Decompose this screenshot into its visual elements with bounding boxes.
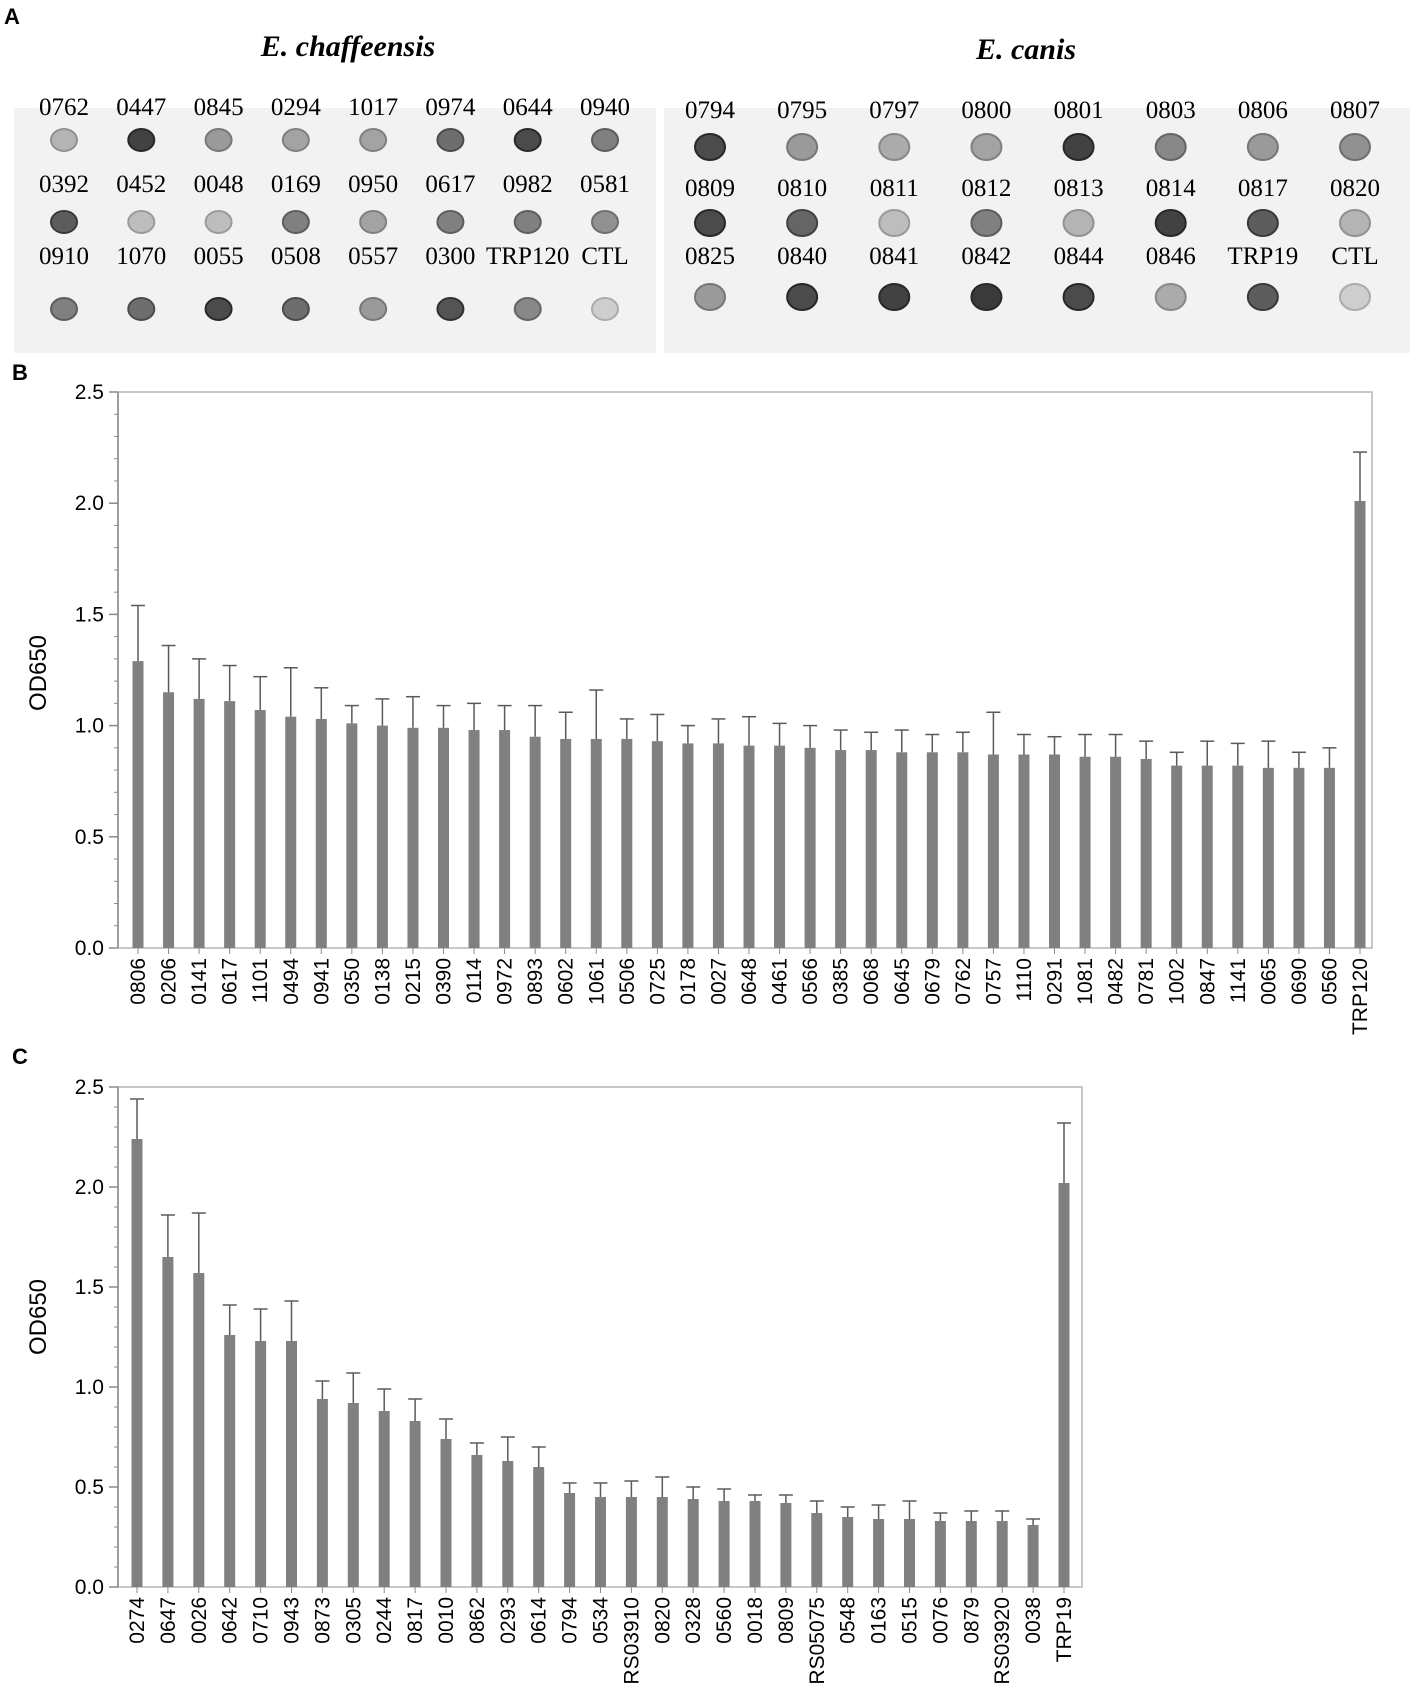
blot-label: 0846 [1145, 243, 1196, 270]
x-tick-label: 0065 [1257, 958, 1281, 1005]
x-tick-label: 1061 [585, 958, 609, 1005]
blot-label: 0508 [270, 243, 321, 270]
blot-dot [437, 211, 463, 233]
blot-dot [695, 134, 725, 160]
species-title-canis: E. canis [975, 33, 1077, 66]
bar [224, 1335, 235, 1587]
bar [1110, 757, 1121, 948]
blot-dot [1248, 210, 1278, 236]
bar [407, 728, 418, 948]
bar [346, 723, 357, 948]
blot-label: 0842 [961, 243, 1012, 270]
x-tick-label: 0141 [188, 958, 212, 1005]
bar [193, 1273, 204, 1587]
x-tick-label: 0560 [1318, 958, 1342, 1005]
blot-label: 0581 [580, 171, 630, 198]
blot-dot [360, 129, 386, 151]
x-tick-label: 0893 [524, 958, 548, 1005]
panel-c-y-axis-label: OD650 [25, 1278, 52, 1356]
bar [904, 1519, 915, 1587]
x-tick-label: RS05075 [805, 1597, 829, 1685]
blot-dot [971, 210, 1001, 236]
blot-label: 0795 [777, 97, 828, 124]
bar [471, 1455, 482, 1587]
x-tick-label: 0534 [589, 1597, 613, 1644]
x-tick-label: 0018 [744, 1597, 767, 1644]
x-tick-label: 0068 [860, 958, 884, 1005]
bar [1018, 755, 1029, 948]
y-tick-label: 2.5 [74, 1076, 104, 1099]
bar [316, 719, 327, 948]
bar [1080, 757, 1091, 948]
x-tick-label: 0244 [373, 1597, 397, 1644]
blot-dot [1340, 134, 1370, 160]
x-tick-label: 0350 [340, 958, 364, 1005]
bar [441, 1439, 452, 1587]
blot-dot [1064, 284, 1094, 310]
x-tick-label: TRP19 [1053, 1597, 1076, 1663]
x-tick-label: 0648 [738, 958, 761, 1005]
blot-dot [1064, 210, 1094, 236]
blot-label: 0810 [777, 175, 828, 202]
x-tick-label: 0757 [982, 958, 1006, 1005]
blot-label: 0841 [869, 243, 920, 270]
blot-label: 0048 [193, 171, 244, 198]
blot-dot [437, 298, 463, 320]
blot-dot [1156, 134, 1186, 160]
blot-dot [1156, 284, 1186, 310]
x-tick-label: 1141 [1226, 958, 1250, 1004]
y-tick-label: 2.5 [74, 381, 104, 404]
blot-label: 0447 [116, 94, 167, 121]
bar [255, 710, 266, 948]
y-tick-label: 2.0 [74, 492, 104, 516]
x-tick-label: 0806 [127, 958, 150, 1005]
bar [286, 1341, 297, 1587]
x-tick-label: 0494 [279, 958, 303, 1005]
blot-dot [515, 298, 541, 320]
blot-label: 0300 [425, 243, 476, 270]
panel-b-y-axis-label: OD650 [25, 634, 52, 712]
x-tick-label: 0328 [682, 1597, 706, 1644]
bar [194, 699, 205, 948]
x-tick-label: 0038 [1022, 1597, 1046, 1644]
bar [835, 750, 846, 948]
y-tick-label: 0.5 [74, 1476, 104, 1499]
x-tick-label: 0614 [527, 1597, 551, 1644]
bar [774, 746, 785, 948]
blot-dot [51, 298, 77, 320]
blot-dot [515, 211, 541, 233]
blot-label: 0801 [1053, 97, 1104, 124]
blot-label: 0452 [116, 171, 167, 198]
blot-dot [206, 129, 232, 151]
blot-dot [360, 211, 386, 233]
bar [560, 739, 571, 948]
bar [1263, 768, 1274, 948]
blot-label: 0811 [869, 175, 919, 202]
x-tick-label: 0178 [676, 958, 700, 1005]
bar [1355, 501, 1366, 948]
bar [1232, 766, 1243, 948]
blot-label: 0910 [39, 243, 89, 270]
blot-label: 0809 [685, 175, 735, 202]
bar [713, 743, 724, 948]
bar [621, 739, 632, 948]
x-tick-label: 0026 [187, 1597, 211, 1644]
blot-label: 0644 [502, 94, 553, 121]
x-tick-label: 0293 [496, 1597, 520, 1644]
bar [317, 1399, 328, 1587]
blot-label: CTL [581, 243, 629, 270]
blot-dot [283, 129, 309, 151]
x-tick-label: 0482 [1104, 958, 1128, 1005]
bar [842, 1517, 853, 1587]
panel-c-chart [12, 1044, 1082, 1685]
x-tick-label: 0710 [249, 1597, 273, 1644]
bar [750, 1501, 761, 1587]
bar [162, 1257, 173, 1587]
blot-label: 1017 [348, 94, 399, 121]
blot-label: 0806 [1237, 97, 1288, 124]
blot-label: 0820 [1330, 175, 1380, 202]
bar [927, 752, 938, 948]
x-tick-label: 0215 [401, 958, 425, 1005]
blot-dot [51, 129, 77, 151]
x-tick-label: 0274 [126, 1597, 149, 1644]
blot-label: 0800 [961, 97, 1012, 124]
blot-dot [879, 284, 909, 310]
blot-label: 0814 [1145, 175, 1196, 202]
x-tick-label: 0817 [404, 1597, 428, 1644]
x-tick-label: TRP120 [1349, 958, 1372, 1036]
bar [1028, 1525, 1039, 1587]
bar [379, 1411, 390, 1587]
x-tick-label: 0305 [342, 1597, 366, 1644]
x-tick-label: 0515 [898, 1597, 922, 1644]
x-tick-label: 1002 [1165, 958, 1189, 1005]
blot-label: 0844 [1053, 243, 1104, 270]
blot-dot [879, 210, 909, 236]
x-tick-label: 0027 [707, 958, 731, 1005]
x-tick-label: 0647 [156, 1597, 180, 1644]
blot-dot [971, 134, 1001, 160]
y-tick-label: 1.0 [74, 1376, 104, 1399]
blot-label: TRP120 [486, 243, 570, 270]
bar [1293, 768, 1304, 948]
panel-c-label: C [12, 1044, 28, 1069]
x-tick-label: 0010 [435, 1597, 458, 1644]
bar [719, 1501, 730, 1587]
bar [682, 743, 693, 948]
panel-a-label: A [4, 4, 20, 29]
y-tick-label: 1.0 [74, 714, 104, 738]
blot-label: 0557 [348, 243, 399, 270]
y-tick-label: 0.0 [74, 1576, 104, 1599]
x-tick-label: 0690 [1287, 958, 1311, 1005]
bar [133, 661, 144, 948]
x-tick-label: 0762 [951, 958, 975, 1005]
bar [469, 730, 480, 948]
bar [1141, 759, 1152, 948]
bar [988, 755, 999, 948]
blot-dot [1156, 210, 1186, 236]
x-tick-label: 0642 [218, 1597, 242, 1644]
x-tick-label: 0879 [960, 1597, 984, 1644]
blot-dot [437, 129, 463, 151]
x-tick-label: 0862 [465, 1597, 489, 1644]
blot-dot [360, 298, 386, 320]
blot-label: 0294 [270, 94, 321, 121]
blot-dot [787, 134, 817, 160]
x-tick-label: 0645 [890, 958, 914, 1005]
blot-dot [283, 298, 309, 320]
x-tick-label: 0941 [310, 958, 334, 1005]
bar [499, 730, 510, 948]
blot-label: 0840 [777, 243, 828, 270]
blot-label: 0817 [1237, 175, 1288, 202]
blot-label: 0169 [270, 171, 321, 198]
blot-label: CTL [1331, 243, 1379, 270]
bar [873, 1519, 884, 1587]
x-tick-label: RS03910 [620, 1597, 644, 1685]
bar [591, 739, 602, 948]
blot-dot [971, 284, 1001, 310]
panel-b-chart [12, 360, 1372, 1035]
bar [564, 1493, 575, 1587]
bar [1059, 1183, 1070, 1587]
x-tick-label: 0943 [280, 1597, 304, 1644]
x-tick-label: 1101 [249, 958, 273, 1004]
bar [438, 728, 449, 948]
x-tick-label: 0506 [615, 958, 639, 1005]
blot-dot [1340, 284, 1370, 310]
bar [966, 1521, 977, 1587]
bar [744, 746, 755, 948]
x-tick-label: 0602 [554, 958, 578, 1005]
blot-label: 0392 [39, 171, 89, 198]
x-tick-label: 0847 [1196, 958, 1220, 1005]
y-tick-label: 2.0 [74, 1176, 104, 1199]
x-tick-label: 0291 [1043, 958, 1067, 1005]
blot-dot [515, 129, 541, 151]
blot-dot [128, 129, 154, 151]
blot-label: 0762 [39, 94, 89, 121]
x-tick-label: 0566 [799, 958, 823, 1005]
bar [805, 748, 816, 948]
species-title-chaffeensis: E. chaffeensis [260, 30, 436, 63]
blot-dot [1248, 284, 1278, 310]
x-tick-label: 0794 [558, 1597, 582, 1644]
bar [811, 1513, 822, 1587]
blot-dot [206, 211, 232, 233]
x-tick-label: 0972 [493, 958, 517, 1005]
bar [935, 1521, 946, 1587]
blot-label: 0825 [685, 243, 735, 270]
bar [502, 1461, 513, 1587]
blot-label: 0940 [580, 94, 630, 121]
x-tick-label: 0076 [929, 1597, 953, 1644]
blot-dot [592, 298, 618, 320]
blot-label: 0812 [961, 175, 1012, 202]
x-tick-label: 1081 [1074, 958, 1098, 1005]
y-tick-label: 1.5 [74, 1276, 104, 1299]
x-tick-label: 0820 [651, 1597, 675, 1644]
bar [163, 692, 174, 948]
x-tick-label: 0390 [432, 958, 456, 1005]
bar [530, 737, 541, 948]
blot-dot [592, 129, 618, 151]
bar [866, 750, 877, 948]
blot-dot [787, 210, 817, 236]
bar [1049, 755, 1060, 948]
blot-label: 1070 [116, 243, 167, 270]
blot-membrane-canis [664, 108, 1410, 353]
bar [410, 1421, 421, 1587]
bar [533, 1467, 544, 1587]
blot-dot [787, 284, 817, 310]
blot-dot [695, 284, 725, 310]
blot-label: 0845 [193, 94, 244, 121]
bar [1171, 766, 1182, 948]
bar [896, 752, 907, 948]
x-tick-label: 0679 [921, 958, 945, 1005]
bar [957, 752, 968, 948]
blot-label: 0813 [1053, 175, 1104, 202]
x-tick-label: 0617 [218, 958, 242, 1005]
blot-label: 0797 [869, 97, 920, 124]
blot-dot [592, 211, 618, 233]
x-tick-label: 1110 [1012, 958, 1036, 1002]
y-tick-label: 0.5 [74, 825, 104, 849]
blot-dot [128, 211, 154, 233]
blot-label: 0950 [348, 171, 399, 198]
blot-label: 0982 [502, 171, 553, 198]
x-tick-label: 0163 [867, 1597, 891, 1644]
blot-dot [283, 211, 309, 233]
blot-dot [879, 134, 909, 160]
x-tick-label: 0548 [836, 1597, 860, 1644]
x-tick-label: 0725 [646, 958, 670, 1005]
blot-dot [206, 298, 232, 320]
panel-b-label: B [12, 360, 28, 385]
x-tick-label: 0781 [1135, 958, 1159, 1005]
x-tick-label: 0560 [713, 1597, 737, 1644]
panel-a [4, 4, 1410, 353]
x-tick-label: 0385 [829, 958, 853, 1005]
x-tick-label: 0138 [371, 958, 395, 1005]
bar [780, 1503, 791, 1587]
bar [377, 726, 388, 948]
bar [132, 1139, 143, 1587]
blot-label: 0617 [425, 171, 476, 198]
x-tick-label: 0114 [463, 958, 487, 1004]
blot-dot [1064, 134, 1094, 160]
bar [348, 1403, 359, 1587]
blot-membrane-chaffeensis [14, 108, 656, 353]
blot-dot [128, 298, 154, 320]
y-tick-label: 0.0 [74, 937, 104, 960]
x-tick-label: 0461 [768, 958, 792, 1005]
bar [688, 1499, 699, 1587]
y-tick-label: 1.5 [74, 603, 104, 627]
bar [997, 1521, 1008, 1587]
blot-label: 0803 [1145, 97, 1196, 124]
x-tick-label: 0873 [311, 1597, 335, 1644]
bar [626, 1497, 637, 1587]
blot-label: 0974 [425, 94, 476, 121]
bar [657, 1497, 668, 1587]
blot-dot [51, 211, 77, 233]
bar [1202, 766, 1213, 948]
blot-label: TRP19 [1227, 243, 1299, 270]
blot-dot [695, 210, 725, 236]
x-tick-label: RS03920 [991, 1597, 1015, 1685]
bar [1324, 768, 1335, 948]
blot-dot [1248, 134, 1278, 160]
blot-label: 0055 [193, 243, 244, 270]
bar [652, 741, 663, 948]
bar [285, 717, 296, 948]
bar [224, 701, 235, 948]
blot-label: 0794 [685, 97, 735, 124]
bar [255, 1341, 266, 1587]
blot-label: 0807 [1330, 97, 1380, 124]
blot-dot [1340, 210, 1370, 236]
bar [595, 1497, 606, 1587]
x-tick-label: 0809 [774, 1597, 798, 1644]
x-tick-label: 0206 [157, 958, 181, 1005]
